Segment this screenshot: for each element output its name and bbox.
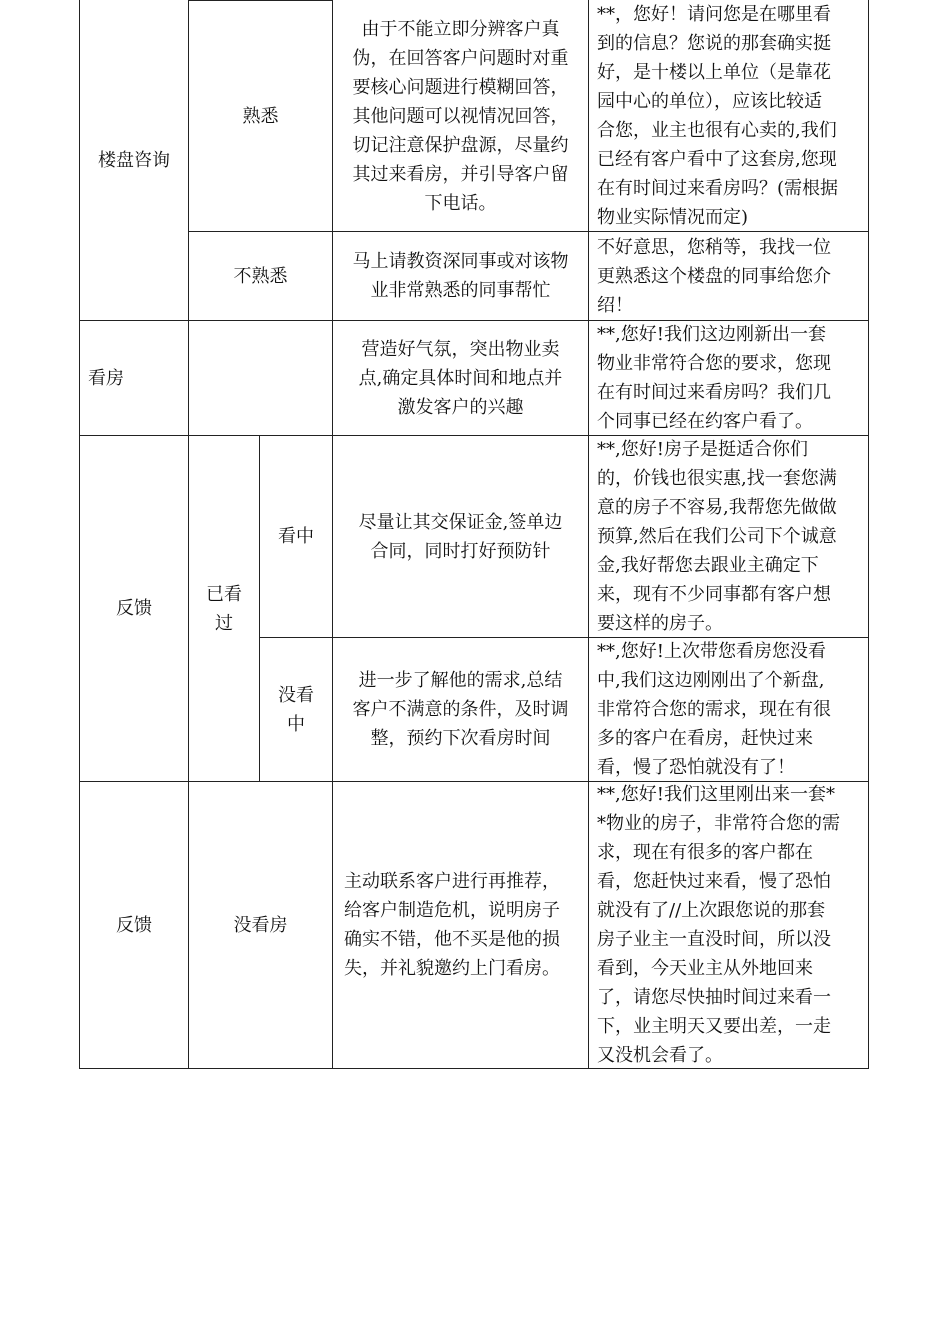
situation-label: 没看房 <box>233 914 288 936</box>
script-text: 不好意思，您稍等，我找一位 更熟悉这个楼盘的同事给您介 绍！ <box>597 236 831 316</box>
script-cell <box>597 782 868 1068</box>
situation-label: 熟悉 <box>242 105 279 127</box>
method-text: 进一步了解他的需求,总结 客户不满意的条件，及时调 整，预约下次看房时间 <box>352 670 569 749</box>
script-text: **,您好!我们这边刚新出一套 物业非常符合您的要求，您现 在有时间过来看房吗？我们几 个同事已经在约客户看了。 <box>597 324 831 432</box>
situation-cell <box>189 1 332 231</box>
situation-label: 不熟悉 <box>233 265 288 287</box>
method-text: 尽量让其交保证金,签单边 合同，同时打好预防针 <box>358 511 563 562</box>
category-label: 反馈 <box>116 598 152 619</box>
category-cell <box>80 0 188 320</box>
script-text: **,您好!房子是挺适合你们 的，价钱也很实惠,找一套您满 意的房子不容易,我帮您先做做 预算,然后在我们公司下个诚意 金,我好帮您去跟业主确定下 来，现有不少同事都有客户想 要这样的房子。 <box>597 439 837 634</box>
script-text: **,您好!我们这里刚出来一套* *物业的房子，非常符合您的需 求，现在有很多的客户都在 看，您赶快过来看，慢了恐怕 就没有了//上次跟您说的那套 房子业主一直没时间，所以没 看到，今天业主从外地回来 了，请您尽快抽时间过来看一 下，业主明天又要出差，一走 又没机会看了。 <box>597 784 840 1066</box>
method-cell <box>333 638 588 781</box>
script-text: **,您好!上次带您看房您没看 中,我们这边刚刚出了个新盘, 非常符合您的需求，现在有很 多的客户在看房，赶快过来 看，慢了恐怕就没有了！ <box>597 641 831 778</box>
method-text: 由于不能立即分辨客户真 伪，在回答客户问题时对重 要核心问题进行模糊回答， 其他问题可以视情况回答， 切记注意保护盘源，尽量约 其过来看房，并引导客户留 下电话。 <box>352 18 569 214</box>
outcome-cell <box>260 638 332 781</box>
rule <box>868 0 869 1069</box>
script-text: **，您好！请问您是在哪里看 到的信息？您说的那套确实挺 好，是十楼以上单位（是靠花 园中心的单位），应该比较适 合您，业主也很有心卖的,我们 已经有客户看中了这套房,您现 在有时间过来看房吗？(需根据 物业实际情况而定) <box>597 4 839 228</box>
category-cell <box>80 782 188 1068</box>
method-cell <box>344 782 588 1068</box>
script-cell <box>597 436 868 637</box>
method-cell <box>333 321 588 435</box>
script-cell <box>597 321 868 435</box>
category-label: 看房 <box>88 367 124 389</box>
method-cell <box>333 1 588 231</box>
method-text: 马上请教资深同事或对该物 业非常熟悉的同事帮忙 <box>352 251 569 301</box>
method-cell <box>333 436 588 637</box>
category-label: 楼盘咨询 <box>98 149 170 171</box>
category-cell <box>80 436 188 781</box>
outcome-label: 看中 <box>278 526 314 547</box>
outcome-cell <box>260 436 332 637</box>
outcome-label: 没看 中 <box>278 684 314 735</box>
method-text: 主动联系客户进行再推荐， 给客户制造危机，说明房子 确实不错，他不买是他的损 失，并礼貌邀约上门看房。 <box>344 871 560 979</box>
situation-cell <box>189 232 332 320</box>
method-text: 营造好气氛，突出物业卖 点,确定具体时间和地点并 激发客户的兴趣 <box>358 338 563 418</box>
script-cell <box>597 1 868 231</box>
rule <box>588 0 589 1069</box>
category-label: 反馈 <box>116 914 152 936</box>
situation-cell <box>189 782 332 1068</box>
script-cell <box>597 232 868 320</box>
situation-label: 已看 过 <box>206 583 242 634</box>
method-cell <box>333 232 588 320</box>
script-cell <box>597 638 868 781</box>
situation-cell <box>189 436 259 781</box>
category-cell <box>88 321 188 435</box>
